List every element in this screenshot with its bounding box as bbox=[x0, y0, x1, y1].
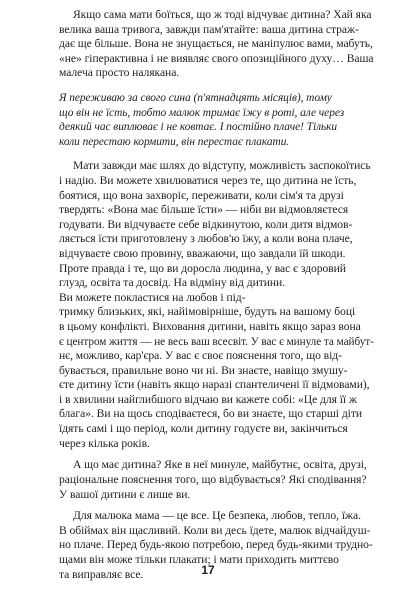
text-line: та виправляє все. bbox=[59, 567, 144, 581]
page-number: 17 bbox=[201, 563, 215, 577]
text-line: і надію. Ви можете хвилюватися через те, що дитина не їсть, bbox=[59, 173, 357, 187]
text-line: У вашої дитини є лише ви. bbox=[59, 487, 191, 501]
text-line: бувається, правильне воно чи ні. Ви знаєте, навіщо змушу- bbox=[59, 363, 348, 377]
text-line: А що має дитина? Яке в неї минуле, майбутнє, освіта, друзі, bbox=[73, 458, 367, 472]
text-line: Якщо сама мати боїться, що ж тоді відчуває дитина? Хай яка bbox=[73, 8, 372, 21]
text-line: в цьому конфлікті. Виховання дитини, навіть якщо зараз вона bbox=[59, 319, 361, 333]
text-line: Ви можете покластися на любов і під- bbox=[59, 290, 246, 304]
text-line: щами він може тільки плакати; і мати приходить миттєво bbox=[59, 552, 339, 566]
paragraph-child bbox=[59, 458, 374, 502]
text-line: глузд, освіта та досвід. На відміну від дитини. bbox=[59, 276, 286, 290]
text-line: що він не їсть, тобто малюк тримає їжу в роті, але через bbox=[59, 106, 345, 119]
text-line: твердять: «Вона має більше їсти» — ніби ви відмовляєтеся bbox=[59, 203, 349, 217]
text-line: коли перестаю кормити, він перестає плакати. bbox=[59, 135, 290, 148]
text-line: дає ще більше. Вона не знущається, не маніпулює вами, мабуть, bbox=[59, 37, 373, 51]
quote-paragraph bbox=[59, 91, 374, 149]
paragraph-intro bbox=[59, 8, 374, 81]
text-line: ляється їсти приготовлену з любов'ю їжу, а коли вона плаче, bbox=[59, 232, 353, 246]
text-line: блага». Ви на щось сподіваєтеся, бо ви знаєте, що старші діти bbox=[59, 407, 363, 421]
text-line: Проте правда і те, що ви доросла людина, у вас є здоровий bbox=[59, 261, 346, 275]
text-line: В обіймах він щасливий. Коли ви десь їдете, малюк відчайдуш- bbox=[59, 523, 371, 537]
text-line: Для малюка мама — це все. Це безпека, любов, тепло, їжа. bbox=[73, 509, 361, 523]
text-line: тримку близьких, які, найімовірніше, будуть на вашому боці bbox=[59, 305, 356, 319]
text-line: і в хвилини найглибшого відчаю ви кажете собі: «Це для її ж bbox=[59, 392, 357, 406]
text-line: годувати. Ви відчуваєте себе відкинутою, коли дитя відмов- bbox=[59, 217, 353, 231]
text-line: нє, можливо, кар'єра. У вас є своє пояснення того, що від- bbox=[59, 349, 342, 363]
text-line: малеча просто налякана. bbox=[59, 66, 180, 80]
text-line: відчуваєте свою провину, вважаючи, що завдали їй шкоди. bbox=[59, 246, 346, 260]
text-line: є центром життя — не весь ваш всесвіт. У вас є минуле та майбут- bbox=[59, 335, 374, 348]
text-line: їдять самі і що період, коли дитину годуєте ви, закінчиться bbox=[59, 422, 348, 436]
text-line: боятися, що вона захворіє, переживати, коли сім'я та друзі bbox=[59, 188, 344, 202]
text-line: но плаче. Перед будь-якою потребою, перед будь-якими трудно- bbox=[59, 538, 373, 552]
text-line: велика ваша тривога, завжди пам'ятайте: ваша дитина страж- bbox=[59, 22, 359, 36]
text-line: через кілька років. bbox=[59, 436, 150, 450]
text-line: деякий час виплюває і не ковтає. І постійно плаче! Тільки bbox=[59, 121, 338, 134]
text-line: раціональне пояснення того, що відбувається? Які сподівання? bbox=[59, 472, 367, 486]
text-line: «не» гіперактивна і не виявляє свого опозиційного духу… Ваша bbox=[59, 51, 374, 65]
text-line: єте дитину їсти (навіть якщо наразі спантеличені її відмовами), bbox=[59, 378, 370, 392]
paragraph-mother bbox=[59, 159, 374, 451]
text-line: Мати завжди має шлях до відступу, можливість заспокоїтись bbox=[73, 159, 371, 173]
text-line: Я переживаю за свого сина (п'ятнадцять місяців), тому bbox=[59, 92, 332, 104]
